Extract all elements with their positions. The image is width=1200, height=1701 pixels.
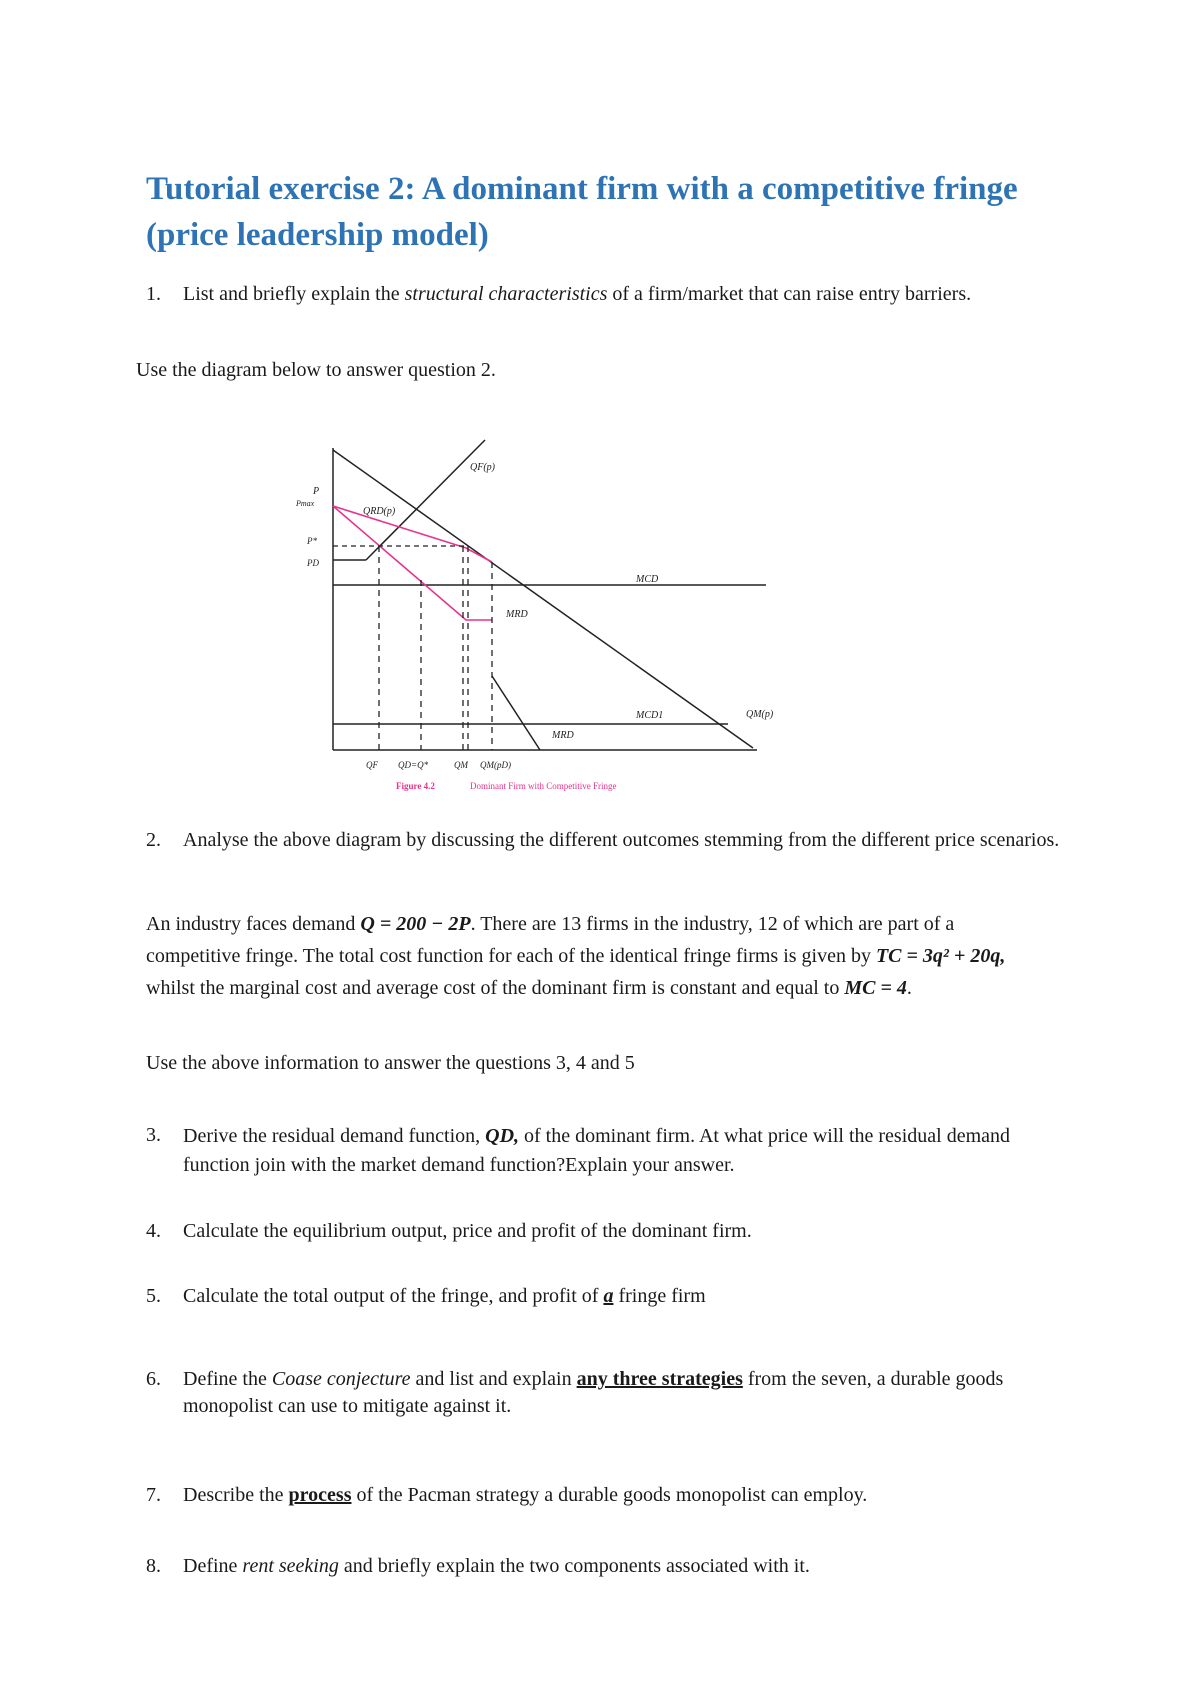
- label-pmax: Pmax: [296, 499, 315, 508]
- axis-label-qmpd: QM(pD): [480, 760, 511, 770]
- q8-text-b: and briefly explain the two components associated with it.: [338, 1555, 810, 1577]
- fringe-supply-line: [366, 440, 485, 560]
- figure-4-2: [280, 430, 800, 800]
- q6-number: 6.: [146, 1368, 161, 1390]
- label-qm-curve: QM(p): [746, 709, 774, 720]
- q5-emphasis: a: [603, 1285, 614, 1307]
- residual-demand-line: [333, 506, 492, 562]
- label-qf-curve: QF(p): [470, 462, 495, 473]
- label-pd: PD: [307, 558, 319, 568]
- demand-equation: Q = 200 − 2P: [360, 913, 471, 935]
- q6-text-b: and list and explain: [410, 1368, 577, 1390]
- q7-text-a: Describe the: [183, 1484, 289, 1506]
- q5-text: [183, 1283, 1013, 1310]
- axis-label-qf: QF: [366, 760, 378, 770]
- q3-text-b: of the dominant firm. At what price will the residual demand function join with the market demand function?Explain your answer.: [183, 1125, 1011, 1176]
- cost-equation: TC = 3q² + 20q,: [875, 945, 1006, 967]
- q1-text: [183, 281, 1013, 308]
- label-mcd1: MCD1: [636, 710, 664, 721]
- q2-number: 2.: [146, 829, 161, 851]
- market-demand-line: [333, 450, 753, 748]
- q8-number: 8.: [146, 1555, 161, 1577]
- diagram-intro: Use the diagram below to answer question 2.: [136, 359, 496, 381]
- mc-equation: MC = 4: [844, 977, 907, 999]
- q6-text-a: Define the: [183, 1368, 272, 1390]
- page-title: Tutorial exercise 2: A dominant firm with a competitive fringe (price leadership model): [146, 171, 1018, 253]
- label-mrd-lower: MRD: [552, 730, 574, 741]
- industry-text-1: An industry faces demand: [146, 913, 361, 935]
- q1-emphasis: structural characteristics: [404, 283, 608, 305]
- q6-emphasis: Coase conjecture: [271, 1368, 411, 1390]
- q7-text: [183, 1482, 1073, 1509]
- q8-text-a: Define: [183, 1555, 243, 1577]
- q4-number: 4.: [146, 1220, 161, 1242]
- q2-text: Analyse the above diagram by discussing the different outcomes stemming from the different price scenarios.: [183, 829, 1060, 851]
- q1-text-b: of a firm/market that can raise entry barriers.: [607, 283, 972, 305]
- axis-label-qd: QD=Q*: [398, 760, 429, 770]
- label-pstar: P*: [307, 536, 317, 546]
- q4-text: Calculate the equilibrium output, price and profit of the dominant firm.: [183, 1220, 752, 1242]
- q5-text-b: fringe firm: [613, 1285, 706, 1307]
- q7-strong: process: [288, 1484, 352, 1506]
- qd-symbol: QD,: [485, 1125, 520, 1147]
- q3-text-a: Derive the residual demand function,: [183, 1125, 486, 1147]
- q8-text: [183, 1553, 1073, 1580]
- industry-text-4: .: [906, 977, 912, 999]
- label-mcd: MCD: [636, 574, 659, 585]
- industry-paragraph: [146, 908, 1046, 1004]
- q7-text-b: of the Pacman strategy a durable goods monopolist can employ.: [351, 1484, 868, 1506]
- industry-text-3: whilst the marginal cost and average cost of the dominant firm is constant and equal to: [146, 977, 845, 999]
- axis-label-qm: QM: [454, 760, 468, 770]
- figure-caption-text: Dominant Firm with Competitive Fringe: [470, 781, 617, 791]
- q8-emphasis: rent seeking: [242, 1555, 339, 1577]
- q3-number: 3.: [146, 1124, 161, 1146]
- figure-caption-number: Figure 4.2: [396, 781, 435, 791]
- q5-text-a: Calculate the total output of the fringe, and profit of: [183, 1285, 604, 1307]
- q3-text: [183, 1122, 1013, 1180]
- label-mrd-upper: MRD: [506, 609, 528, 620]
- mr-dominant-lower-line: [492, 676, 540, 750]
- q7-number: 7.: [146, 1484, 161, 1506]
- q1-text-a: List and briefly explain the: [183, 283, 405, 305]
- q6-text-c: from the seven, a durable goods monopolist can use to mitigate against it.: [183, 1368, 1004, 1417]
- q6-text: [183, 1366, 1073, 1420]
- q1-number: 1.: [146, 283, 161, 305]
- questions-intro: Use the above information to answer the questions 3, 4 and 5: [146, 1052, 635, 1074]
- label-p: P: [313, 486, 320, 497]
- label-qrd-curve: QRD(p): [363, 506, 396, 517]
- industry-text-2: . There are 13 firms in the industry, 12 of which are part of a competitive fringe. The total cost function for each of the identical fringe firms is given by: [146, 913, 955, 967]
- q5-number: 5.: [146, 1285, 161, 1307]
- q6-strong: any three strategies: [576, 1368, 743, 1390]
